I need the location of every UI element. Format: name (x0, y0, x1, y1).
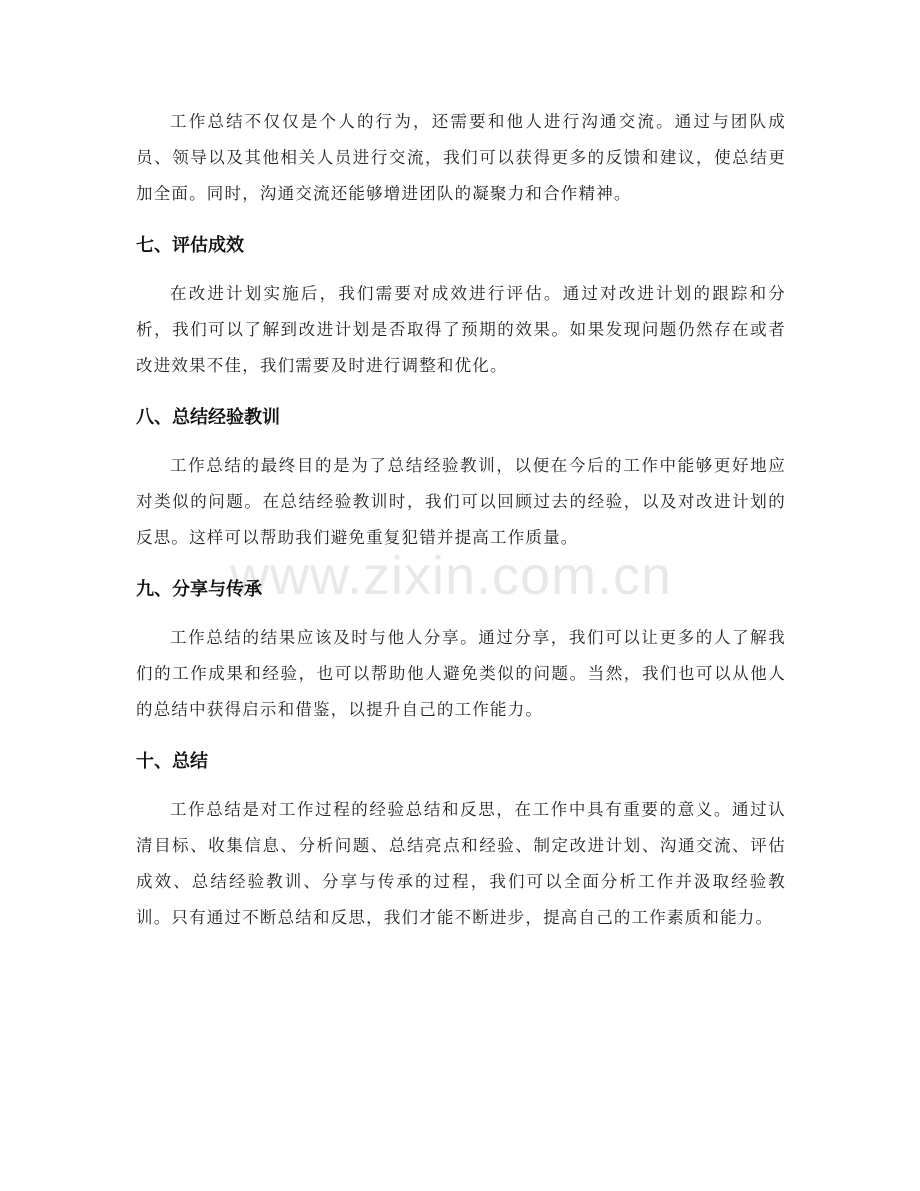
spacer (136, 556, 786, 576)
spacer (136, 776, 786, 792)
paragraph-intro: 工作总结不仅仅是个人的行为，还需要和他人进行沟通交流。通过与团队成员、领导以及其他相关人员进行交流，我们可以获得更多的反馈和建议，使总结更加全面。同时，沟通交流还能够增进团队的凝聚力和合作精神。 (136, 112, 786, 203)
section-heading-10: 十、总结 (136, 751, 208, 772)
spacer (136, 728, 786, 748)
document-body (136, 104, 786, 936)
spacer (136, 384, 786, 404)
watermark: www.zixin.com.cn (230, 546, 673, 606)
spacer (136, 212, 786, 232)
spacer (136, 604, 786, 620)
section-heading-7: 七、评估成效 (136, 235, 244, 256)
paragraph-section-10: 工作总结是对工作过程的经验总结和反思，在工作中具有重要的意义。通过认清目标、收集信息、分析问题、总结亮点和经验、制定改进计划、沟通交流、评估成效、总结经验教训、分享与传承的过程，我们可以全面分析工作并汲取经验教训。只有通过不断总结和反思，我们才能不断进步，提高自己的工作素质和能力。 (136, 800, 786, 927)
paragraph-section-9: 工作总结的结果应该及时与他人分享。通过分享，我们可以让更多的人了解我们的工作成果和经验，也可以帮助他人避免类似的问题。当然，我们也可以从他人的总结中获得启示和借鉴，以提升自己的工作能力。 (136, 628, 786, 719)
paragraph-section-7: 在改进计划实施后，我们需要对成效进行评估。通过对改进计划的跟踪和分析，我们可以了解到改进计划是否取得了预期的效果。如果发现问题仍然存在或者改进效果不佳，我们需要及时进行调整和优化。 (136, 284, 786, 375)
spacer (136, 260, 786, 276)
section-heading-9: 九、分享与传承 (136, 579, 262, 600)
spacer (136, 432, 786, 448)
section-heading-8: 八、总结经验教训 (136, 407, 280, 428)
paragraph-section-8: 工作总结的最终目的是为了总结经验教训，以便在今后的工作中能够更好地应对类似的问题。在总结经验教训时，我们可以回顾过去的经验，以及对改进计划的反思。这样可以帮助我们避免重复犯错并提高工作质量。 (136, 456, 786, 547)
